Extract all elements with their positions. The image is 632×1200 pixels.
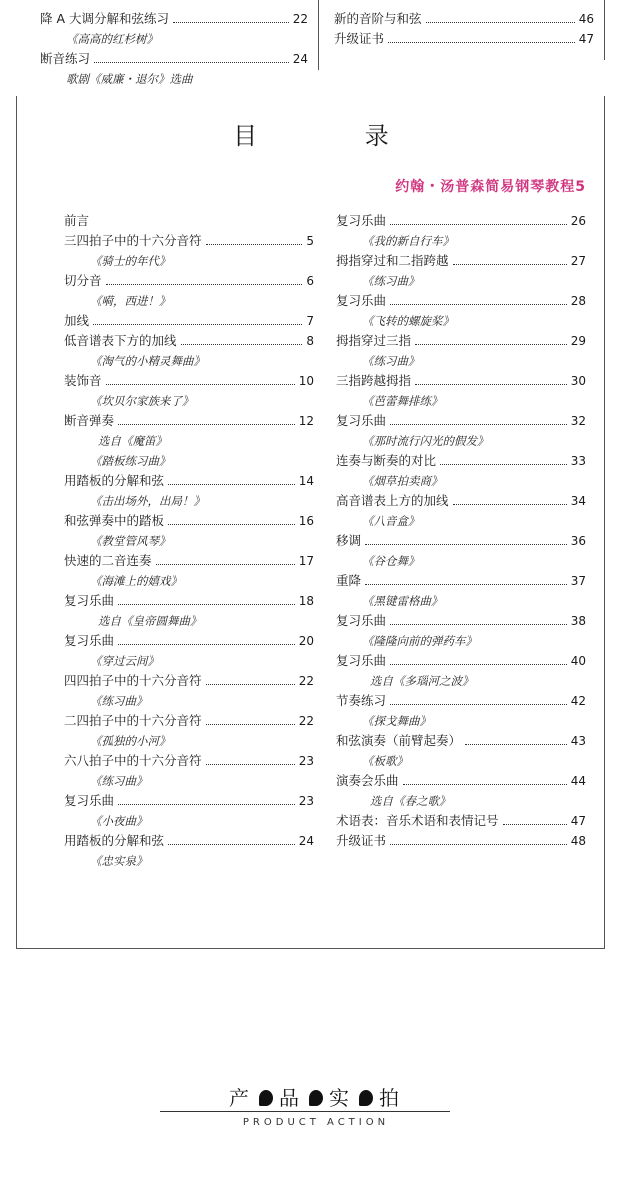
entry-title: 复习乐曲 [336, 213, 387, 228]
dot-leader [390, 303, 567, 305]
note-icon [259, 1090, 273, 1106]
toc-entry [64, 832, 314, 852]
strip-divider [318, 0, 319, 70]
entry-title: 六八拍子中的十六分音符 [64, 753, 202, 768]
dot-leader [168, 483, 295, 485]
dot-leader [93, 323, 302, 325]
entry-page-number: 40 [570, 654, 586, 668]
piece-title: 《板歌》 [362, 754, 408, 768]
toc-entry [336, 252, 586, 272]
dot-leader [173, 21, 289, 23]
entry-title: 演奏会乐曲 [336, 773, 399, 788]
dot-leader [106, 383, 295, 385]
entry-title: 复习乐曲 [64, 633, 115, 648]
entry-page-number: 43 [570, 734, 586, 748]
entry-title: 加线 [64, 313, 90, 328]
toc-entry [336, 612, 586, 632]
entry-page-number: 36 [570, 534, 586, 548]
piece-title: 《骑士的年代》 [90, 254, 171, 268]
toc-entry [336, 732, 586, 752]
toc-entry [336, 652, 586, 672]
entry-title: 装饰音 [64, 373, 102, 388]
brand-char-4: 拍 [379, 1086, 403, 1110]
piece-title: 《穿过云间》 [90, 654, 159, 668]
entry-title: 升级证书 [334, 31, 385, 46]
toc-left-column [64, 212, 314, 872]
piece-title: 《探戈舞曲》 [362, 714, 431, 728]
entry-page-number: 47 [570, 814, 586, 828]
dot-leader [168, 843, 295, 845]
entry-page-number: 7 [306, 314, 314, 328]
toc-entry [334, 10, 594, 30]
entry-page-number: 14 [298, 474, 314, 488]
entry-page-number: 22 [298, 674, 314, 688]
entry-page-number: 38 [570, 614, 586, 628]
piece-title: 《小夜曲》 [90, 814, 148, 828]
entry-page-number: 10 [298, 374, 314, 388]
dot-leader [426, 21, 575, 23]
toc-entry [336, 412, 586, 432]
piece-title: 选自《皇帝圆舞曲》 [98, 614, 202, 628]
toc-entry [64, 792, 314, 812]
dot-leader [156, 563, 295, 565]
entry-title: 连奏与断奏的对比 [336, 453, 437, 468]
entry-page-number: 27 [570, 254, 586, 268]
entry-title: 复习乐曲 [64, 593, 115, 608]
piece-title: 《练习曲》 [90, 774, 148, 788]
entry-title: 前言 [64, 213, 90, 228]
toc-entry [40, 10, 308, 30]
dot-leader [118, 803, 295, 805]
dot-leader [118, 603, 295, 605]
entry-page-number: 30 [570, 374, 586, 388]
piece-title: 《嗬，西进！》 [90, 294, 171, 308]
dot-leader [206, 723, 295, 725]
piece-title: 《练习曲》 [362, 274, 420, 288]
strip-left-column [40, 10, 308, 90]
toc-entry [336, 832, 586, 852]
piece-title: 《我的新自行车》 [362, 234, 454, 248]
toc-entry [64, 332, 314, 352]
dot-leader [168, 523, 295, 525]
note-icon [309, 1090, 323, 1106]
toc-entry [64, 232, 314, 252]
entry-title: 降 A 大调分解和弦练习 [40, 11, 169, 26]
entry-page-number: 24 [298, 834, 314, 848]
entry-page-number: 46 [578, 12, 594, 26]
toc-entry [64, 592, 314, 612]
dot-leader [181, 343, 303, 345]
entry-title: 复习乐曲 [336, 293, 387, 308]
entry-title: 切分音 [64, 273, 102, 288]
entry-page-number: 28 [570, 294, 586, 308]
toc-entry [64, 372, 314, 392]
brand-char-1: 产 [229, 1086, 253, 1110]
piece-title: 《八音盒》 [362, 514, 420, 528]
entry-title: 拇指穿过三指 [336, 333, 412, 348]
entry-title: 高音谱表上方的加线 [336, 493, 449, 508]
entry-title: 断音弹奏 [64, 413, 115, 428]
dot-leader [206, 763, 295, 765]
dot-leader [206, 683, 295, 685]
dot-leader [118, 643, 295, 645]
toc-entry [336, 492, 586, 512]
toc-entry [40, 50, 308, 70]
dot-leader [206, 243, 303, 245]
dot-leader [390, 423, 567, 425]
dot-leader [390, 623, 567, 625]
piece-title: 《教堂管风琴》 [90, 534, 171, 548]
entry-page-number: 34 [570, 494, 586, 508]
piece-title: 《飞转的螺旋桨》 [362, 314, 454, 328]
piece-title: 《那时流行闪光的假发》 [362, 434, 489, 448]
entry-title: 复习乐曲 [336, 613, 387, 628]
piece-title: 《踏板练习曲》 [90, 454, 171, 468]
toc-entry [336, 532, 586, 552]
dot-leader [453, 503, 567, 505]
dot-leader [106, 283, 303, 285]
entry-title: 术语表：音乐术语和表情记号 [336, 813, 499, 828]
entry-page-number: 12 [298, 414, 314, 428]
page-title: 目 录 [233, 122, 439, 150]
strip-right-column [334, 10, 594, 50]
page-frame-right [604, 96, 605, 948]
piece-title: 《高高的红杉树》 [66, 32, 158, 46]
entry-title: 二四拍子中的十六分音符 [64, 713, 202, 728]
entry-page-number: 8 [306, 334, 314, 348]
toc-right-column [336, 212, 586, 852]
dot-leader [390, 843, 567, 845]
piece-title: 《海滩上的嬉戏》 [90, 574, 182, 588]
entry-title: 复习乐曲 [336, 653, 387, 668]
piece-title: 《练习曲》 [362, 354, 420, 368]
entry-page-number: 29 [570, 334, 586, 348]
entry-title: 和弦演奏（前臂起奏） [336, 733, 462, 748]
toc-entry [336, 772, 586, 792]
toc-entry [64, 672, 314, 692]
entry-title: 用踏板的分解和弦 [64, 473, 165, 488]
toc-entry [336, 572, 586, 592]
previous-page-strip [0, 0, 632, 100]
toc-entry [64, 412, 314, 432]
entry-title: 升级证书 [336, 833, 387, 848]
toc-entry [64, 472, 314, 492]
entry-page-number: 22 [292, 12, 308, 26]
strip-frame-right [604, 0, 605, 60]
piece-title: 选自《魔笛》 [98, 434, 167, 448]
entry-title: 三指跨越拇指 [336, 373, 412, 388]
entry-title: 重降 [336, 573, 362, 588]
dot-leader [403, 783, 567, 785]
entry-page-number: 44 [570, 774, 586, 788]
entry-page-number: 23 [298, 754, 314, 768]
entry-page-number: 48 [570, 834, 586, 848]
entry-title: 和弦弹奏中的踏板 [64, 513, 165, 528]
entry-page-number: 37 [570, 574, 586, 588]
piece-title: 选自《春之歌》 [370, 794, 451, 808]
dot-leader [118, 423, 295, 425]
dot-leader [453, 263, 567, 265]
dot-leader [388, 41, 575, 43]
entry-page-number: 47 [578, 32, 594, 46]
entry-title: 移调 [336, 533, 362, 548]
piece-title: 《隆隆向前的弹药车》 [362, 634, 477, 648]
entry-page-number: 6 [306, 274, 314, 288]
entry-title: 快速的二音连奏 [64, 553, 152, 568]
entry-page-number: 22 [298, 714, 314, 728]
entry-title: 复习乐曲 [64, 793, 115, 808]
piece-title: 《坎贝尔家族来了》 [90, 394, 194, 408]
product-action-banner [0, 1082, 632, 1111]
entry-title: 节奏练习 [336, 693, 387, 708]
toc-entry [336, 212, 586, 232]
piece-title: 《谷仓舞》 [362, 554, 420, 568]
piece-title: 《淘气的小精灵舞曲》 [90, 354, 205, 368]
entry-title: 断音练习 [40, 51, 91, 66]
page-frame-left [16, 96, 17, 948]
piece-title: 歌剧《威廉・退尔》选曲 [66, 72, 193, 86]
entry-page-number: 17 [298, 554, 314, 568]
piece-title: 《黑键雷格曲》 [362, 594, 443, 608]
entry-title: 三四拍子中的十六分音符 [64, 233, 202, 248]
toc-entry [336, 692, 586, 712]
entry-page-number: 5 [306, 234, 314, 248]
piece-title: 《练习曲》 [90, 694, 148, 708]
toc-entry [64, 512, 314, 532]
entry-title: 拇指穿过和二指跨越 [336, 253, 449, 268]
dot-leader [503, 823, 567, 825]
entry-title: 四四拍子中的十六分音符 [64, 673, 202, 688]
dot-leader [390, 663, 567, 665]
entry-page-number: 16 [298, 514, 314, 528]
toc-entry [336, 372, 586, 392]
note-icon [359, 1090, 373, 1106]
entry-page-number: 42 [570, 694, 586, 708]
entry-page-number: 26 [570, 214, 586, 228]
dot-leader [415, 383, 567, 385]
toc-entry [336, 812, 586, 832]
entry-page-number: 24 [292, 52, 308, 66]
toc-entry [64, 212, 314, 232]
entry-page-number: 33 [570, 454, 586, 468]
dot-leader [390, 703, 567, 705]
toc-entry [64, 272, 314, 292]
brand-char-2: 品 [279, 1086, 303, 1110]
dot-leader [465, 743, 567, 745]
dot-leader [365, 583, 567, 585]
dot-leader [94, 61, 289, 63]
dot-leader [415, 343, 567, 345]
banner-underline [160, 1111, 450, 1112]
toc-entry [334, 30, 594, 50]
toc-entry [336, 452, 586, 472]
entry-title: 复习乐曲 [336, 413, 387, 428]
book-title: 约翰・汤普森简易钢琴教程5 [395, 179, 586, 195]
toc-entry [336, 292, 586, 312]
piece-title: 《孤独的小河》 [90, 734, 171, 748]
toc-entry [64, 312, 314, 332]
piece-title: 选自《多瑙河之波》 [370, 674, 474, 688]
piece-title: 《芭蕾舞排练》 [362, 394, 443, 408]
toc-entry [336, 332, 586, 352]
entry-page-number: 32 [570, 414, 586, 428]
entry-page-number: 23 [298, 794, 314, 808]
piece-title: 《烟草拍卖商》 [362, 474, 443, 488]
toc-entry [64, 632, 314, 652]
entry-title: 用踏板的分解和弦 [64, 833, 165, 848]
entry-title: 新的音阶与和弦 [334, 11, 422, 26]
brand-char-3: 实 [329, 1086, 353, 1110]
product-action-caption: PRODUCT ACTION [242, 1117, 390, 1128]
entry-page-number: 20 [298, 634, 314, 648]
piece-title: 《击出场外，出局！》 [90, 494, 205, 508]
dot-leader [440, 463, 567, 465]
dot-leader [390, 223, 567, 225]
toc-entry [64, 552, 314, 572]
entry-title: 低音谱表下方的加线 [64, 333, 177, 348]
page-frame-bottom [16, 948, 605, 949]
dot-leader [365, 543, 567, 545]
entry-page-number: 18 [298, 594, 314, 608]
toc-entry [64, 712, 314, 732]
toc-entry [64, 752, 314, 772]
piece-title: 《忠实泉》 [90, 854, 148, 868]
